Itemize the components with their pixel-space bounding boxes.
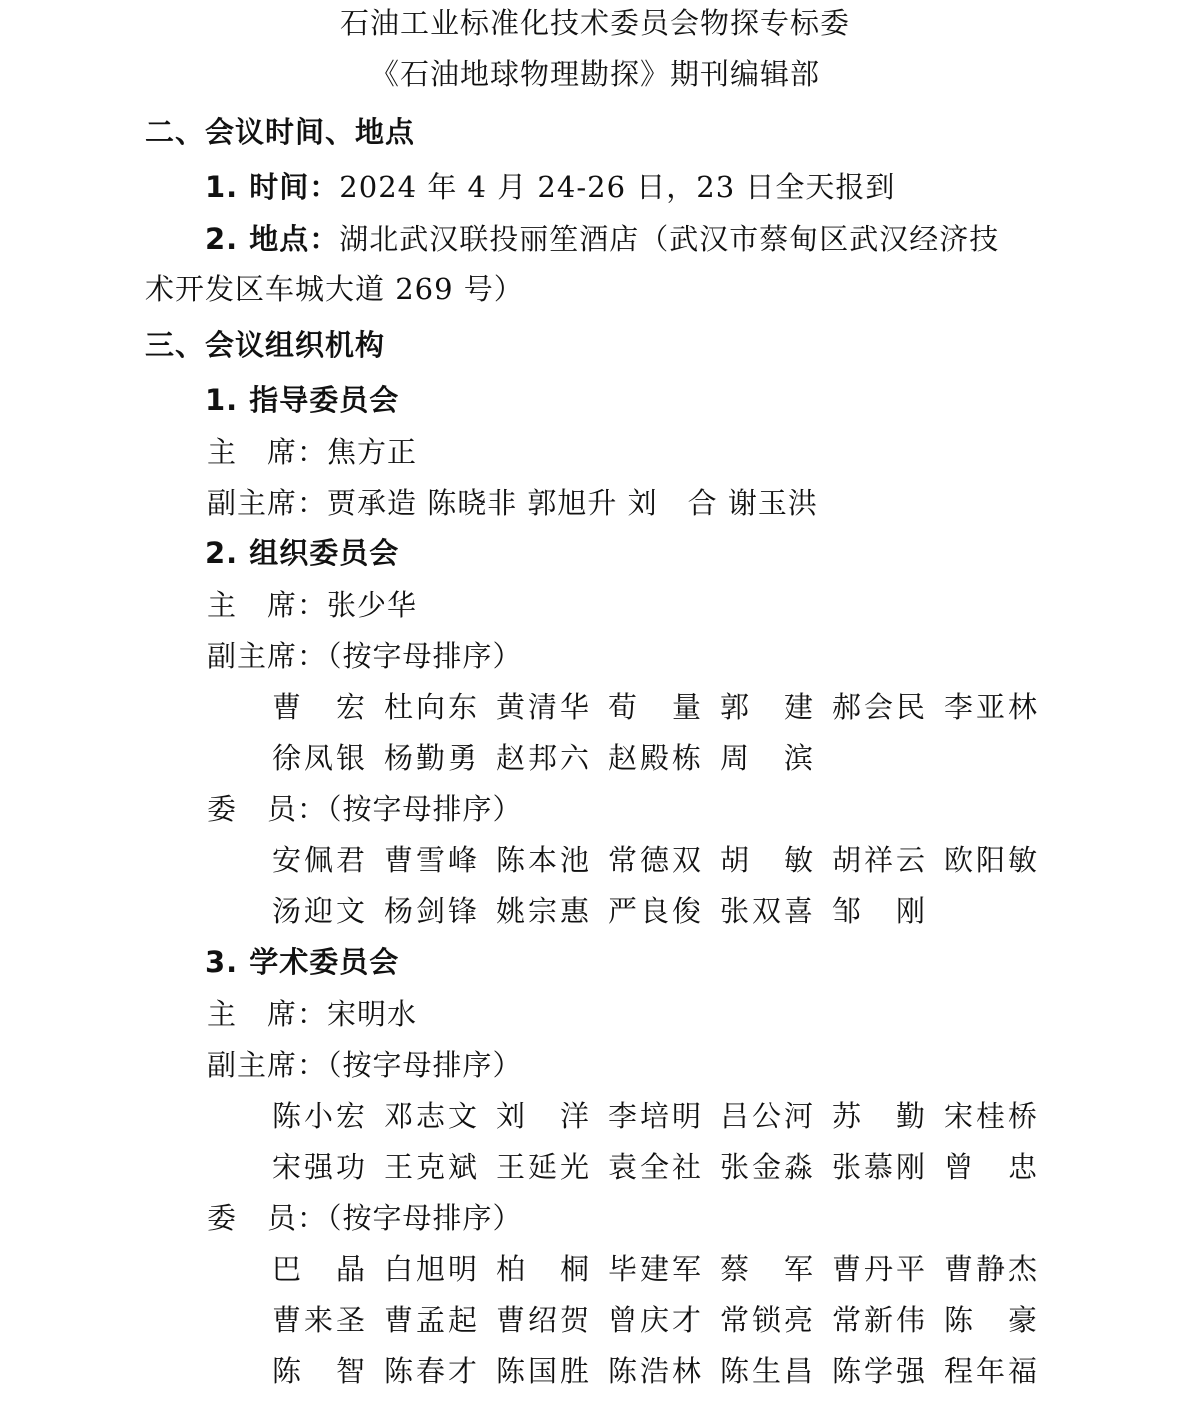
name-entry: 胡 敏 (720, 843, 817, 877)
organizing-chair: 主 席：张少华 (207, 588, 418, 622)
name-entry: 白旭明 (384, 1252, 481, 1286)
name-entry: 刘 洋 (496, 1099, 593, 1133)
name-entry: 杨剑锋 (384, 894, 481, 928)
place-value-2: 术开发区车城大道 269 号） (145, 272, 524, 306)
name-entry: 邹 刚 (832, 894, 929, 928)
organizing-member-label: 委 员：（按字母排序） (207, 792, 523, 826)
time-label: 1. 时间： (205, 170, 340, 204)
name-entry: 曹丹平 (832, 1252, 929, 1286)
name-entry: 陈小宏 (272, 1099, 369, 1133)
academic-vice-label: 副主席：（按字母排序） (207, 1048, 523, 1082)
academic-chair: 主 席：宋明水 (207, 997, 418, 1031)
name-entry: 赵邦六 (496, 741, 593, 775)
place-label: 2. 地点： (205, 222, 340, 256)
name-entry: 杜向东 (384, 690, 481, 724)
name-entry: 曹来圣 (272, 1303, 369, 1337)
name-entry: 陈国胜 (496, 1354, 593, 1388)
academic-committee-title: 3. 学术委员会 (205, 945, 400, 979)
academic-vice-row (272, 1150, 1056, 1184)
place-row (205, 222, 999, 256)
name-entry: 徐凤银 (272, 741, 369, 775)
name-entry: 邓志文 (384, 1099, 481, 1133)
academic-member-row (272, 1252, 1056, 1286)
name-entry: 李培明 (608, 1099, 705, 1133)
name-entry: 欧阳敏 (944, 843, 1041, 877)
name-entry: 郝会民 (832, 690, 929, 724)
guiding-vice-chairs: 副主席：贾承造 陈晓非 郭旭升 刘 合 谢玉洪 (207, 486, 818, 520)
academic-member-row (272, 1354, 1056, 1388)
name-entry: 曹雪峰 (384, 843, 481, 877)
name-entry: 陈 豪 (944, 1303, 1041, 1337)
guiding-committee-title: 1. 指导委员会 (205, 383, 400, 417)
section-title-time-place: 二、会议时间、地点 (145, 115, 416, 149)
time-value: 2024 年 4 月 24-26 日，23 日全天报到 (339, 170, 896, 204)
name-entry: 宋桂桥 (944, 1099, 1041, 1133)
name-entry: 王延光 (496, 1150, 593, 1184)
name-entry: 陈生昌 (720, 1354, 817, 1388)
name-entry: 荀 量 (608, 690, 705, 724)
organizing-vice-row (272, 741, 832, 775)
name-entry: 柏 桐 (496, 1252, 593, 1286)
name-entry: 常德双 (608, 843, 705, 877)
organizer-line-1: 石油工业标准化技术委员会物探专标委 (339, 6, 850, 40)
name-entry: 吕公河 (720, 1099, 817, 1133)
name-entry: 毕建军 (608, 1252, 705, 1286)
name-entry: 杨勤勇 (384, 741, 481, 775)
organizing-vice-row (272, 690, 1056, 724)
organizing-member-row (272, 894, 944, 928)
name-entry: 曹绍贺 (496, 1303, 593, 1337)
name-entry: 曾 忠 (944, 1150, 1041, 1184)
name-entry: 常新伟 (832, 1303, 929, 1337)
name-entry: 安佩君 (272, 843, 369, 877)
academic-vice-row (272, 1099, 1056, 1133)
academic-member-row (272, 1303, 1056, 1337)
section-title-organization: 三、会议组织机构 (145, 328, 386, 362)
name-entry: 严良俊 (608, 894, 705, 928)
name-entry: 曾庆才 (608, 1303, 705, 1337)
time-row (205, 170, 895, 204)
name-entry: 王克斌 (384, 1150, 481, 1184)
name-entry: 郭 建 (720, 690, 817, 724)
name-entry: 胡祥云 (832, 843, 929, 877)
organizing-member-row (272, 843, 1056, 877)
name-entry: 曹孟起 (384, 1303, 481, 1337)
name-entry: 陈 智 (272, 1354, 369, 1388)
name-entry: 袁全社 (608, 1150, 705, 1184)
name-entry: 苏 勤 (832, 1099, 929, 1133)
organizing-vice-label: 副主席：（按字母排序） (207, 639, 523, 673)
name-entry: 常锁亮 (720, 1303, 817, 1337)
name-entry: 张双喜 (720, 894, 817, 928)
name-entry: 宋强功 (272, 1150, 369, 1184)
name-entry: 陈春才 (384, 1354, 481, 1388)
name-entry: 张慕刚 (832, 1150, 929, 1184)
name-entry: 陈学强 (832, 1354, 929, 1388)
name-entry: 姚宗惠 (496, 894, 593, 928)
name-entry: 黄清华 (496, 690, 593, 724)
organizing-committee-title: 2. 组织委员会 (205, 536, 400, 570)
place-value-1: 湖北武汉联投丽笙酒店（武汉市蔡甸区武汉经济技 (339, 222, 1000, 256)
name-entry: 汤迎文 (272, 894, 369, 928)
name-entry: 陈本池 (496, 843, 593, 877)
name-entry: 巴 晶 (272, 1252, 369, 1286)
organizer-line-2: 《石油地球物理勘探》期刊编辑部 (369, 57, 820, 91)
name-entry: 赵殿栋 (608, 741, 705, 775)
name-entry: 陈浩林 (608, 1354, 705, 1388)
name-entry: 曹静杰 (944, 1252, 1041, 1286)
guiding-chair: 主 席：焦方正 (207, 435, 418, 469)
name-entry: 曹 宏 (272, 690, 369, 724)
name-entry: 蔡 军 (720, 1252, 817, 1286)
name-entry: 张金淼 (720, 1150, 817, 1184)
name-entry: 李亚林 (944, 690, 1041, 724)
name-entry: 程年福 (944, 1354, 1041, 1388)
academic-member-label: 委 员：（按字母排序） (207, 1201, 523, 1235)
name-entry: 周 滨 (720, 741, 817, 775)
